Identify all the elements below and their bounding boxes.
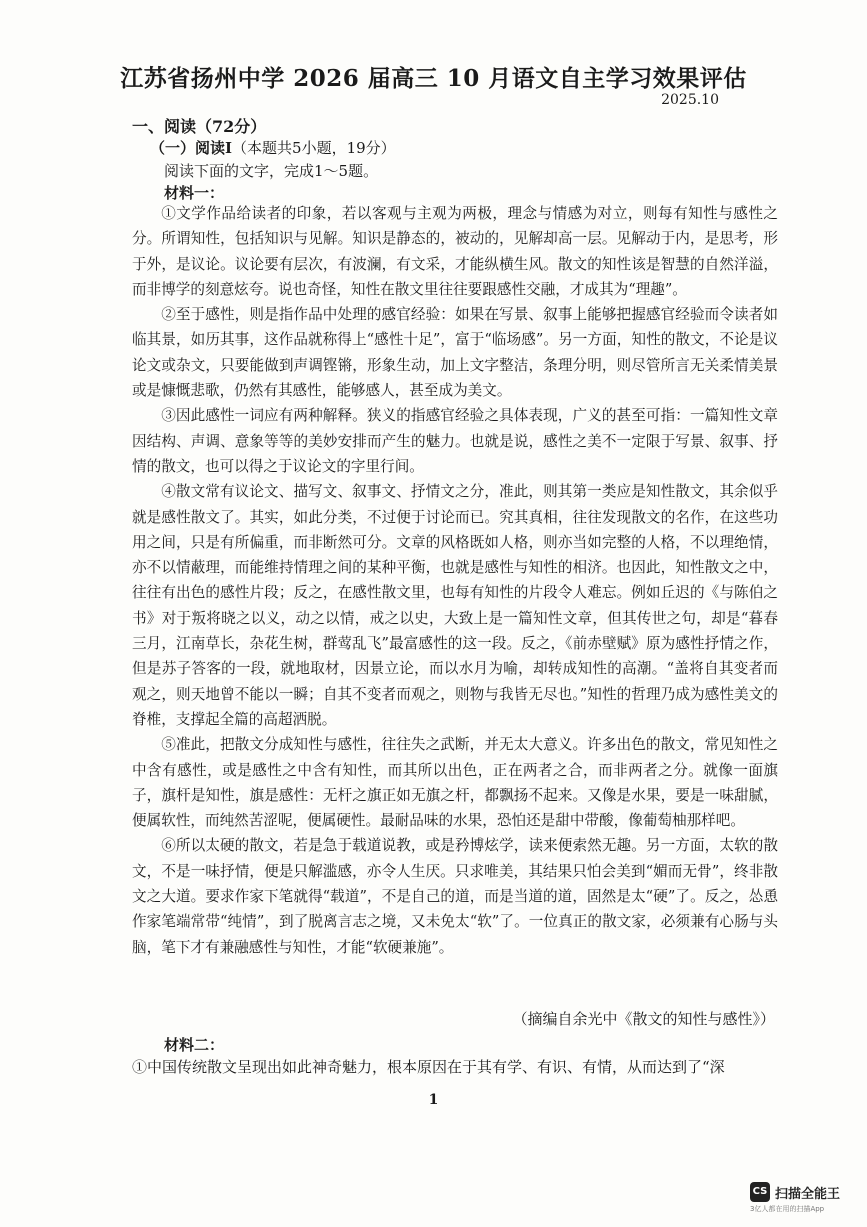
paragraph-5: ⑤准此，把散文分成知性与感性，往往失之武断，并无太大意义。许多出色的散文，常见知性之中含有感性，或是感性之中含有知性，而其所以出色，正在两者之合，而非两者之分。就像一面旗子，旗杆是知性，旗是感性：无杆之旗正如无旗之杆，都飘扬不起来。又像是水果，要是一味甜腻，便属软性，而纯然苦涩呢，便属硬性。最耐品味的水果，恐怕还是甜中带酸，像葡萄柚那样吧。 (132, 736, 778, 830)
reading-instruction: 阅读下面的文字，完成1～5题。 (164, 162, 379, 180)
subsection-heading (150, 137, 396, 158)
material-two-first-line: ①中国传统散文呈现出如此神奇魅力，根本原因在于其有学、有识、有情，从而达到了“深 (132, 1058, 725, 1076)
material-one-body (132, 201, 778, 960)
paragraph-3: ③因此感性一词应有两种解释。狭义的指感官经验之具体表现，广义的甚至可指：一篇知性文章因结构、声调、意象等等的美妙安排而产生的魅力。也就是说，感性之美不一定限于写景、叙事、抒情的散文，也可以得之于议论文的字里行间。 (132, 407, 778, 475)
material-two-label: 材料二： (164, 1036, 225, 1054)
camscanner-logo-icon: CS (750, 1182, 770, 1202)
paragraph-4: ④散文常有议论文、描写文、叙事文、抒情文之分，准此，则其第一类应是知性散文，其余似乎就是感性散文了。其实，如此分类，不过便于讨论而已。究其真相，往往发现散文的名作，在这些功用之间，只是有所偏重，而非断然可分。文章的风格既如人格，则亦当如完整的人格，不以理绝情，亦不以情蔽理，而能维持情理之间的某种平衡，也就是感性与知性的相济。也因此，知性散文之中，往往有出色的感性片段；反之，在感性散文里，也每有知性的片段令人难忘。例如丘迟的《与陈伯之书》对于叛将晓之以义，动之以情，戒之以史，大致上是一篇知性文章，但其传世之句，却是“暮春三月，江南草长，杂花生树，群莺乱飞”最富感性的这一段。反之，《前赤壁赋》原为感性抒情之作，但是苏子答客的一段，就地取材，因景立论，而以水月为喻，却转成知性的高潮。“盖将自其变者而观之，则天地曾不能以一瞬；自其不变者而观之，则物与我皆无尽也。”知性的哲理乃成为感性美文的脊椎，支撑起全篇的高超洒脱。 (132, 483, 778, 728)
section-heading: 一、阅读（72分） (132, 117, 267, 136)
material-one-label: 材料一： (164, 184, 225, 202)
watermark-app-name: 扫描全能王 (775, 1187, 841, 1202)
subsection-label: （一）阅读Ⅰ (150, 139, 233, 157)
page-number: 1 (428, 1092, 439, 1108)
subsection-note: （本题共5小题，19分） (232, 139, 396, 157)
watermark-tagline: 3亿人都在用的扫描App (750, 1205, 825, 1213)
source-citation: （摘编自余光中《散文的知性与感性》） (512, 1010, 775, 1028)
document-title: 江苏省扬州中学 2026 届高三 10 月语文自主学习效果评估 (120, 65, 747, 92)
document-date: 2025.10 (661, 92, 719, 108)
paragraph-1: ①文学作品给读者的印象，若以客观与主观为两极，理念与情感为对立，则每有知性与感性之分。所谓知性，包括知识与见解。知识是静态的，被动的，见解却高一层。见解动于内，是思考，形于外，是议论。议论要有层次，有波澜，有文采，才能纵横生风。散文的知性该是智慧的自然洋溢，而非博学的刻意炫夸。说也奇怪，知性在散文里往往要跟感性交融，才成其为“理趣”。 (132, 205, 778, 298)
scanner-watermark (750, 1180, 860, 1216)
paragraph-2: ②至于感性，则是指作品中处理的感官经验：如果在写景、叙事上能够把握感官经验而令读者如临其景，如历其事，这作品就称得上“感性十足”，富于“临场感”。另一方面，知性的散文，不论是议论文或杂文，只要能做到声调铿锵，形象生动，加上文字整洁，条理分明，则尽管所言无关柔情美景或是慷慨悲歌，仍然有其感性，能够感人，甚至成为美文。 (132, 306, 778, 400)
paragraph-6: ⑥所以太硬的散文，若是急于载道说教，或是矜博炫学，读来便索然无趣。另一方面，太软的散文，不是一味抒情，便是只解滥感，亦令人生厌。只求唯美，其结果只怕会美到“媚而无骨”，终非散文之大道。要求作家下笔就得“载道”，不是自己的道，而是当道的道，固然是太“硬”了。反之，怂恿作家笔端常带“纯情”，到了脱离言志之境，又未免太“软”了。一位真正的散文家，必须兼有心肠与头脑，笔下才有兼融感性与知性，才能“软硬兼施”。 (132, 837, 778, 956)
